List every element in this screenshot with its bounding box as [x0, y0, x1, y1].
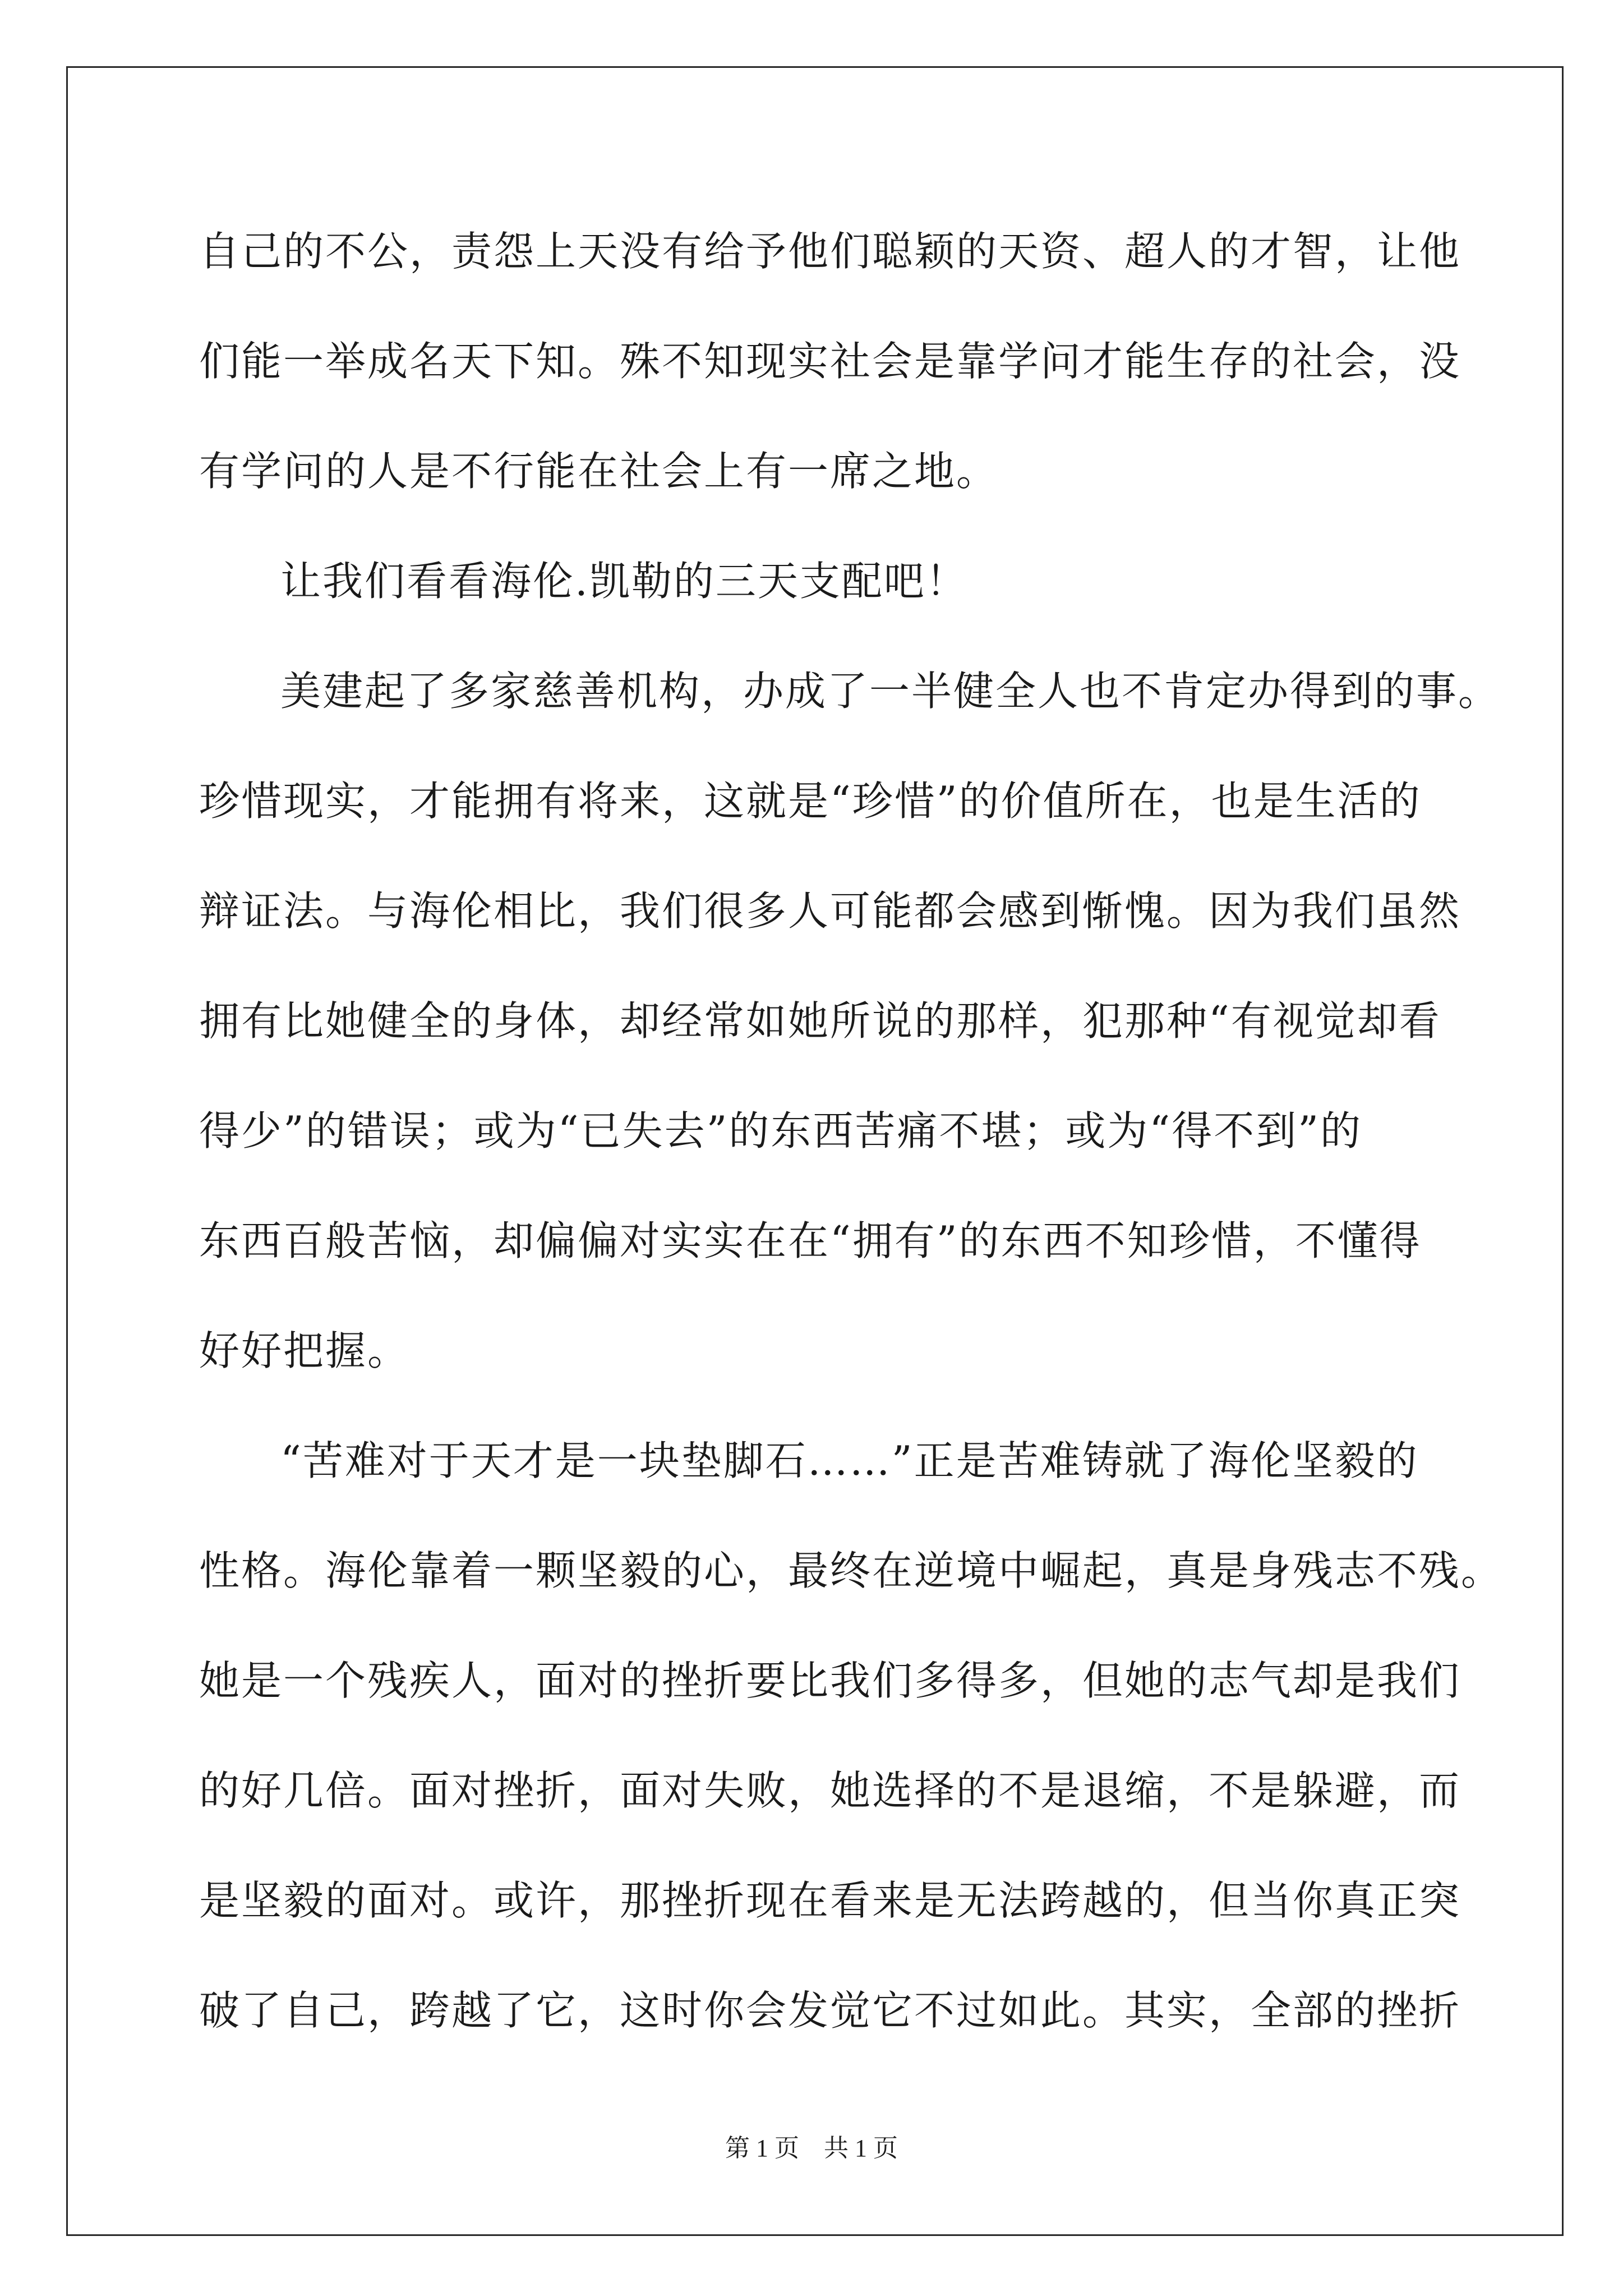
text-line: 美建起了多家慈善机构，办成了一半健全人也不肯定办得到的事。: [280, 668, 1501, 715]
text-line: “苦难对于天才是一块垫脚石……”正是苦难铸就了海伦坚毅的: [280, 1437, 1419, 1484]
text-line: 珍惜现实，才能拥有将来，这就是“珍惜”的价值所在，也是生活的: [199, 777, 1422, 825]
text-line: 们能一举成名天下知。殊不知现实社会是靠学问才能生存的社会，没: [199, 338, 1461, 385]
text-line: 有学问的人是不行能在社会上有一席之地。: [199, 448, 999, 495]
text-line: 让我们看看海伦.凯勒的三天支配吧！: [280, 558, 968, 605]
text-line: 是坚毅的面对。或许，那挫折现在看来是无法跨越的，但当你真正突: [199, 1877, 1461, 1924]
text-line: 得少”的错误；或为“已失去”的东西苦痛不堪；或为“得不到”的: [199, 1107, 1363, 1154]
text-line: 辩证法。与海伦相比，我们很多人可能都会感到惭愧。因为我们虽然: [199, 887, 1461, 935]
text-line: 的好几倍。面对挫折，面对失败，她选择的不是退缩，不是躲避，而: [199, 1767, 1461, 1814]
text-line: 拥有比她健全的身体，却经常如她所说的那样，犯那种“有视觉却看: [199, 997, 1441, 1045]
text-line: 破了自己，跨越了它，这时你会发觉它不过如此。其实，全部的挫折: [199, 1987, 1461, 2034]
text-line: 东西百般苦恼，却偏偏对实实在在“拥有”的东西不知珍惜，不懂得: [199, 1217, 1422, 1264]
text-line: 她是一个残疾人，面对的挫折要比我们多得多，但她的志气却是我们: [199, 1657, 1461, 1704]
page-footer: [0, 2132, 1623, 2165]
text-line: 性格。海伦靠着一颗坚毅的心，最终在逆境中崛起，真是身残志不残。: [199, 1547, 1504, 1594]
text-line: 自己的不公，责怨上天没有给予他们聪颖的天资、超人的才智，让他: [199, 228, 1461, 275]
text-line: 好好把握。: [199, 1327, 410, 1374]
page-number-label: 第 1 页 共 1 页: [725, 2134, 898, 2162]
